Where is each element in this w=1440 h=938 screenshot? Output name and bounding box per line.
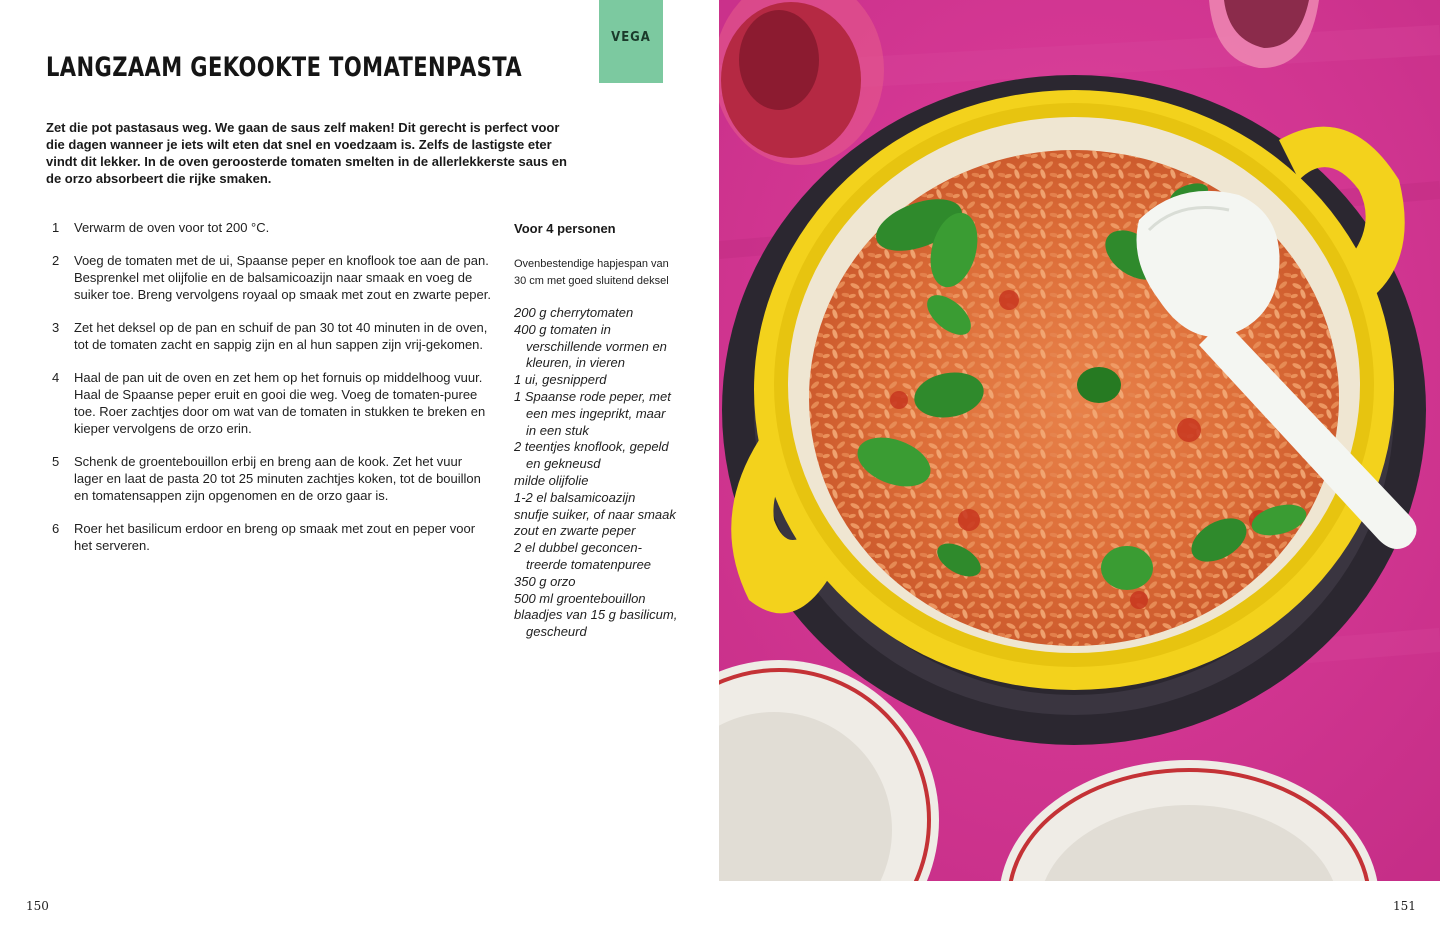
orzo-pan-photo xyxy=(719,0,1440,881)
equipment-note: Ovenbestendige hapjespan van 30 cm met goed sluitend deksel xyxy=(514,258,669,287)
method-step xyxy=(52,453,492,504)
method-step xyxy=(52,369,492,437)
step-number: 4 xyxy=(52,370,60,385)
method-step xyxy=(52,520,492,554)
page-number-right: 151 xyxy=(1393,899,1416,913)
step-text: Verwarm de oven voor tot 200 °C. xyxy=(74,220,270,235)
step-text: Voeg de tomaten met de ui, Spaanse peper en knoflook toe aan de pan. Besprenkel met olijfolie en de balsamicoazijn naar smaak en voeg de suiker toe. Breng vervolgens royaal op smaak met zout en zwarte peper. xyxy=(74,253,491,302)
step-text: Roer het basilicum erdoor en breng op smaak met zout en peper voor het serveren. xyxy=(74,521,476,553)
step-text: Schenk de groentebouillon erbij en breng aan de kook. Zet het vuur lager en laat de pasta 20 tot 25 minuten zachtjes koken, tot de bouillon en tomatensappen zijn opgenomen en de orzo gaar is. xyxy=(74,454,481,503)
ingredient-item: 200 g cherrytomaten xyxy=(514,305,634,320)
step-number: 5 xyxy=(52,454,60,469)
ingredient-item: 1-2 el balsamicoazijn xyxy=(514,489,636,505)
ingredient-item: blaadjes van 15 g basilicum, gescheurd xyxy=(514,607,678,640)
ingredient-list xyxy=(514,305,679,641)
left-page xyxy=(0,0,719,938)
vega-tag: VEGA xyxy=(599,0,663,83)
ingredient-item: milde olijfolie xyxy=(514,472,589,488)
recipe-title: LANGZAAM GEKOOKTE TOMATENPASTA xyxy=(46,52,523,83)
page-number-left: 150 xyxy=(26,899,49,913)
method-step xyxy=(52,219,492,236)
ingredient-item: zout en zwarte peper xyxy=(514,523,636,539)
step-number: 3 xyxy=(52,320,60,335)
ingredient-item: 2 el dubbel geconcen-treerde tomatenpuree xyxy=(514,540,652,572)
step-number: 6 xyxy=(52,521,60,536)
ingredient-item: 500 ml groentebouillon xyxy=(514,590,646,606)
step-number: 2 xyxy=(52,253,60,268)
food-photo xyxy=(719,0,1440,881)
ingredient-item: 2 teentjes knoflook, gepeld en gekneusd xyxy=(514,439,669,472)
servings-heading: Voor 4 personen xyxy=(514,221,616,236)
ingredient-item: 1 ui, gesnipperd xyxy=(514,372,607,388)
method-step xyxy=(52,252,492,303)
step-text: Haal de pan uit de oven en zet hem op het fornuis op middelhoog vuur. Haal de Spaanse peper eruit en gooi die weg. Voeg de tomaten-puree toe. Roer zachtjes door om wat van de tomaten in stukken te breken en kieper vervolgens de orzo erin. xyxy=(74,370,486,436)
recipe-intro: Zet die pot pastasaus weg. We gaan de saus zelf maken! Dit gerecht is perfect voor die dagen wanneer je iets wilt eten dat snel en voedzaam is. Zelfs de lastigste eter vindt dit lekker. In de oven geroosterde tomaten smelten in de allerlekkerste saus en de orzo absorbeert die rijke smaken. xyxy=(46,120,567,186)
method-steps xyxy=(52,219,492,570)
ingredient-item: 350 g orzo xyxy=(514,573,576,589)
ingredient-item: 400 g tomaten in verschillende vormen en kleuren, in vieren xyxy=(514,321,667,371)
method-step xyxy=(52,319,492,353)
ingredient-item: snufje suiker, of naar smaak xyxy=(514,506,676,522)
ingredient-item: 1 Spaanse rode peper, met een mes ingeprikt, maar in een stuk xyxy=(514,388,671,438)
ingredients-column xyxy=(514,220,679,641)
step-text: Zet het deksel op de pan en schuif de pan 30 tot 40 minuten in de oven, tot de tomaten zacht en sappig zijn en al hun sappen zijn vrij-gekomen. xyxy=(74,320,488,352)
step-number: 1 xyxy=(52,220,60,235)
